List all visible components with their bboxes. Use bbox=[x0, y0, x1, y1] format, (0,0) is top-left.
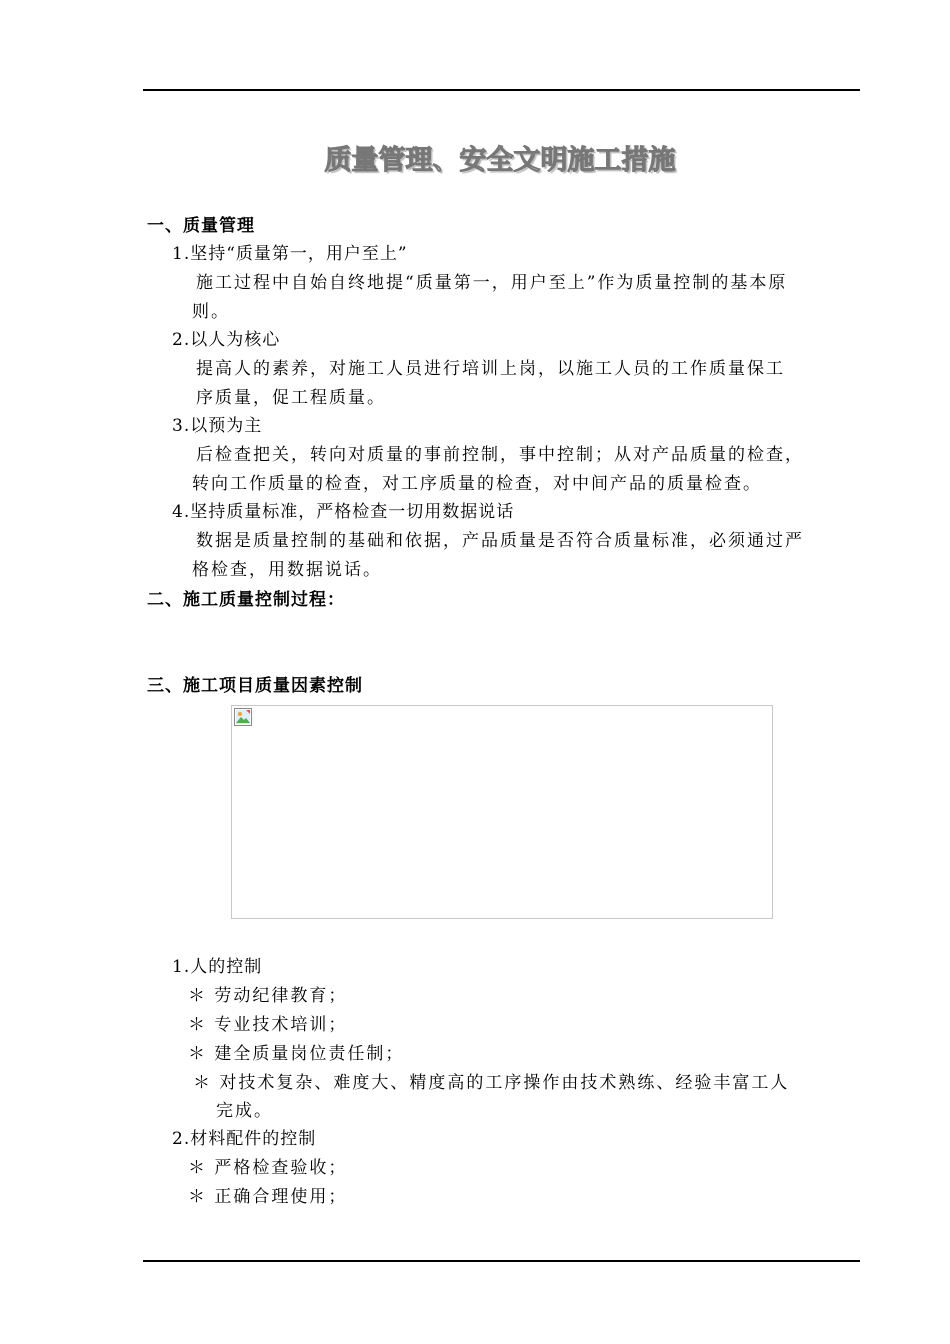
footer-rule bbox=[143, 1260, 860, 1262]
item-text-line: 数据是质量控制的基础和依据，产品质量是否符合质量标准，必须通过严 bbox=[196, 531, 804, 551]
bullet-item: ＊ 严格检查验收； bbox=[188, 1158, 348, 1178]
bullet-item: ＊ 对技术复杂、难度大、精度高的工序操作由技术熟练、经验丰富工人 bbox=[193, 1073, 790, 1093]
item-text-line: 序质量，促工程质量。 bbox=[196, 388, 386, 408]
item-label-people-core: 2.以人为核心 bbox=[172, 330, 281, 350]
bullet-item-continuation: 完成。 bbox=[216, 1101, 273, 1121]
item-text-line: 施工过程中自始自终地提“质量第一，用户至上”作为质量控制的基本原 bbox=[196, 273, 788, 293]
item-text-line: 格检查，用数据说话。 bbox=[192, 560, 382, 580]
header-rule bbox=[143, 89, 860, 91]
item-label-quality-standard: 4.坚持质量标准，严格检查一切用数据说话 bbox=[172, 502, 515, 522]
section-heading-process-control: 二、施工质量控制过程： bbox=[147, 590, 345, 610]
item-text-line: 转向工作质量的检查，对工序质量的检查，对中间产品的质量检查。 bbox=[192, 474, 762, 494]
document-title: 质量管理、安全文明施工措施 bbox=[324, 145, 676, 176]
bullet-item: ＊ 专业技术培训； bbox=[188, 1015, 348, 1035]
bullet-item: ＊ 劳动纪律教育； bbox=[188, 986, 348, 1006]
broken-image-icon bbox=[234, 708, 252, 726]
item-text-line: 后检查把关，转向对质量的事前控制，事中控制；从对产品质量的检查， bbox=[196, 445, 804, 465]
bullet-item: ＊ 建全质量岗位责任制； bbox=[188, 1044, 405, 1064]
item-label-quality-first: 1.坚持“质量第一，用户至上” bbox=[172, 244, 408, 264]
item-label-people-control: 1.人的控制 bbox=[172, 957, 263, 977]
item-label-prevention-first: 3.以预为主 bbox=[172, 416, 263, 436]
section-heading-quality-management: 一、质量管理 bbox=[147, 216, 255, 236]
item-text-line: 则。 bbox=[192, 302, 230, 322]
bullet-item: ＊ 正确合理使用； bbox=[188, 1187, 348, 1207]
section-heading-factor-control: 三、施工项目质量因素控制 bbox=[147, 676, 363, 696]
diagram-image-placeholder bbox=[231, 705, 773, 919]
item-text-line: 提高人的素养，对施工人员进行培训上岗，以施工人员的工作质量保工 bbox=[196, 359, 785, 379]
item-label-material-control: 2.材料配件的控制 bbox=[172, 1129, 317, 1149]
